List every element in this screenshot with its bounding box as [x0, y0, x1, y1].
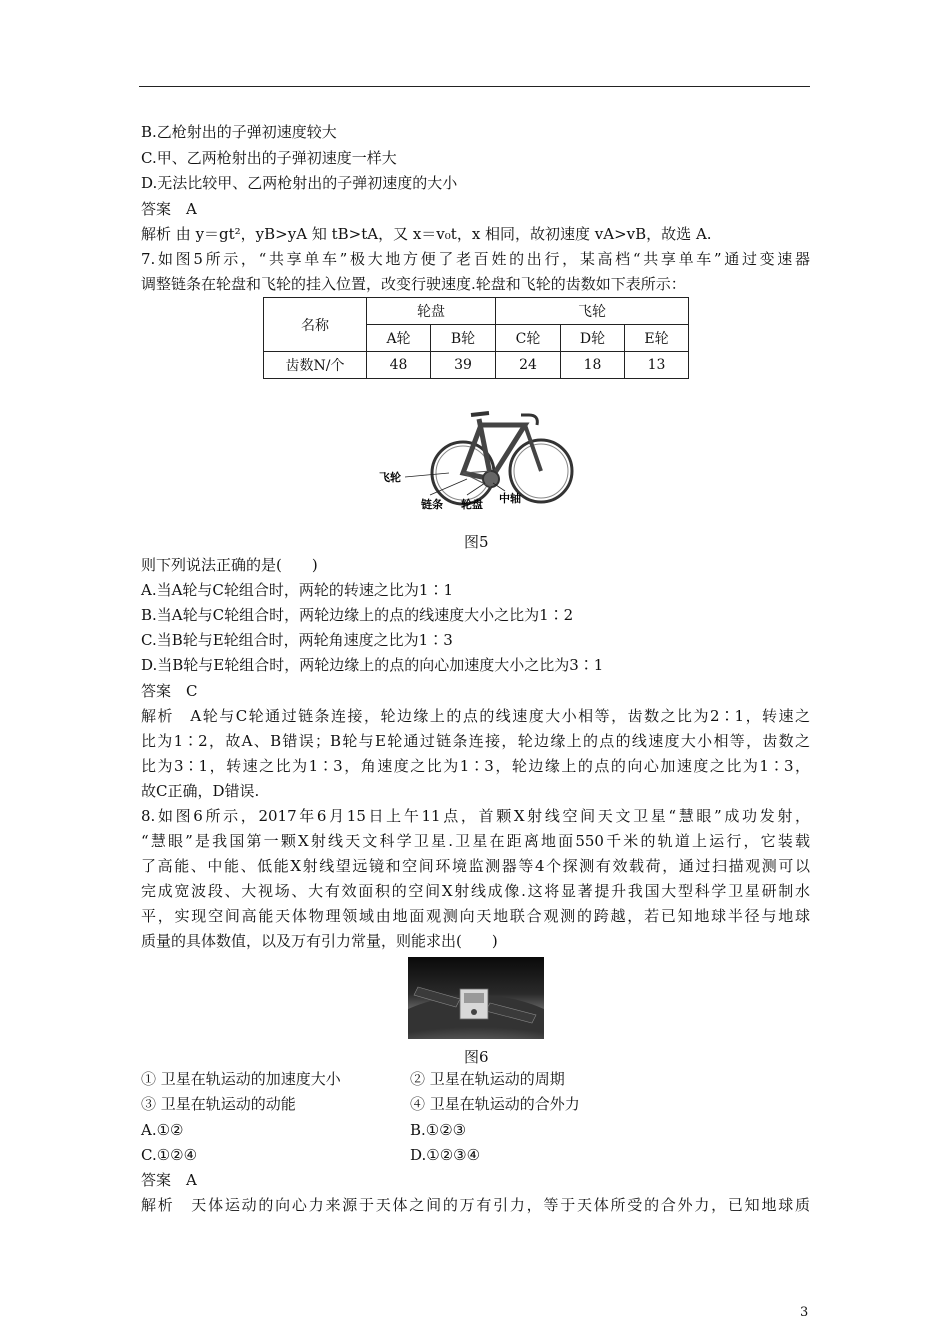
figure-6-caption: 图6	[464, 1048, 489, 1066]
label-chain: 链条	[421, 498, 443, 511]
table-sub-e: E轮	[625, 325, 689, 352]
table-cell-d: 18	[561, 352, 625, 379]
label-flywheel: 飞轮	[379, 471, 401, 484]
table-sub-b: B轮	[431, 325, 496, 352]
q7-question: 则下列说法正确的是( )	[141, 556, 318, 574]
q6-analysis-text: 由 y＝gt²，yB>yA 知 tB>tA，又 x＝v₀t，x 相同，故初速度 vA>vB，故选 A.	[175, 225, 712, 243]
bicycle-illustration	[405, 413, 572, 504]
q7-stem-line1: 7.如图5所示，“共享单车”极大地方便了老百姓的出行，某高档“共享单车”通过变速器	[141, 250, 810, 268]
q8-stem-line3: 了高能、中能、低能X射线望远镜和空间环境监测器等4个探测有效载荷，通过扫描观测可以	[141, 857, 810, 875]
q8-stem-line4: 完成宽波段、大视场、大有效面积的空间X射线成像.这将显著提升我国大型科学卫星研制水	[141, 882, 810, 900]
q6-option-c: C.甲、乙两枪射出的子弹初速度一样大	[141, 149, 397, 167]
q6-analysis	[141, 224, 712, 244]
table-cell-a: 48	[367, 352, 431, 379]
q8-item-2: ② 卫星在轨运动的周期	[410, 1070, 565, 1088]
q7-option-d: D.当B轮与E轮组合时，两轮边缘上的点的向心加速度大小之比为3∶1	[141, 656, 604, 674]
q8-item-3: ③ 卫星在轨运动的动能	[141, 1095, 296, 1113]
q8-item-4: ④ 卫星在轨运动的合外力	[410, 1095, 580, 1113]
q6-answer: 答案 A	[141, 200, 197, 218]
q6-option-b: B.乙枪射出的子弹初速度较大	[141, 123, 337, 141]
gear-teeth-table	[263, 297, 689, 379]
q7-analysis-line2: 比为1∶2，故A、B错误；B轮与E轮通过链条连接，轮边缘上的点的线速度大小相等，齿数之	[141, 732, 810, 750]
q7-option-b: B.当A轮与C轮组合时，两轮边缘上的点的线速度大小之比为1∶2	[141, 606, 574, 624]
page-number: 3	[800, 1305, 809, 1320]
q7-option-a: A.当A轮与C轮组合时，两轮的转速之比为1∶1	[141, 581, 453, 599]
table-row-label: 齿数N/个	[264, 352, 367, 379]
q8-stem-line2: “慧眼”是我国第一颗X射线天文科学卫星.卫星在距离地面550千米的轨道上运行，它装载	[141, 832, 810, 850]
table-cell-c: 24	[496, 352, 561, 379]
q7-analysis-line3: 比为3∶1，转速之比为1∶3，角速度之比为1∶3，轮边缘上的点的向心加速度之比为1∶3，	[141, 757, 810, 775]
q8-answer: 答案 A	[141, 1171, 197, 1189]
bicycle-figure	[375, 403, 580, 518]
q8-option-b: B.①②③	[410, 1121, 467, 1139]
q8-option-a: A.①②	[141, 1121, 184, 1139]
table-sub-a: A轮	[367, 325, 431, 352]
header-rule	[139, 86, 810, 87]
table-header-chainring: 轮盘	[367, 298, 496, 325]
q8-option-c: C.①②④	[141, 1146, 198, 1164]
satellite-figure	[408, 957, 544, 1039]
table-cell-e: 13	[625, 352, 689, 379]
q8-analysis-line1: 解析 天体运动的向心力来源于天体之间的万有引力，等于天体所受的合外力，已知地球质	[141, 1196, 810, 1214]
q8-stem-line1: 8.如图6所示，2017年6月15日上午11点，首颗X射线空间天文卫星“慧眼”成功发射，	[141, 807, 810, 825]
table-header-name: 名称	[264, 298, 367, 352]
table-cell-b: 39	[431, 352, 496, 379]
q7-answer: 答案 C	[141, 682, 198, 700]
label-axle: 中轴	[499, 492, 521, 505]
q8-stem-line5: 平，实现空间高能天体物理领域由地面观测向天地联合观测的跨越，若已知地球半径与地球	[141, 907, 810, 925]
q7-option-c: C.当B轮与E轮组合时，两轮角速度之比为1∶3	[141, 631, 453, 649]
q7-analysis-line4: 故C正确，D错误.	[141, 782, 260, 800]
q8-option-d: D.①②③④	[410, 1146, 481, 1164]
table-sub-d: D轮	[561, 325, 625, 352]
q6-option-d: D.无法比较甲、乙两枪射出的子弹初速度的大小	[141, 174, 458, 192]
table-header-flywheel: 飞轮	[496, 298, 689, 325]
figure-5-caption: 图5	[464, 533, 489, 551]
q8-stem-line6: 质量的具体数值，以及万有引力常量，则能求出( )	[141, 932, 498, 950]
q8-item-1: ① 卫星在轨运动的加速度大小	[141, 1070, 341, 1088]
label-chainring: 轮盘	[461, 498, 483, 511]
q7-stem-line2: 调整链条在轮盘和飞轮的挂入位置，改变行驶速度.轮盘和飞轮的齿数如下表所示：	[141, 275, 686, 293]
table-sub-c: C轮	[496, 325, 561, 352]
q6-analysis-label: 解析	[141, 225, 172, 243]
q7-analysis-line1: 解析 A轮与C轮通过链条连接，轮边缘上的点的线速度大小相等，齿数之比为2∶1，转速之	[141, 707, 810, 725]
